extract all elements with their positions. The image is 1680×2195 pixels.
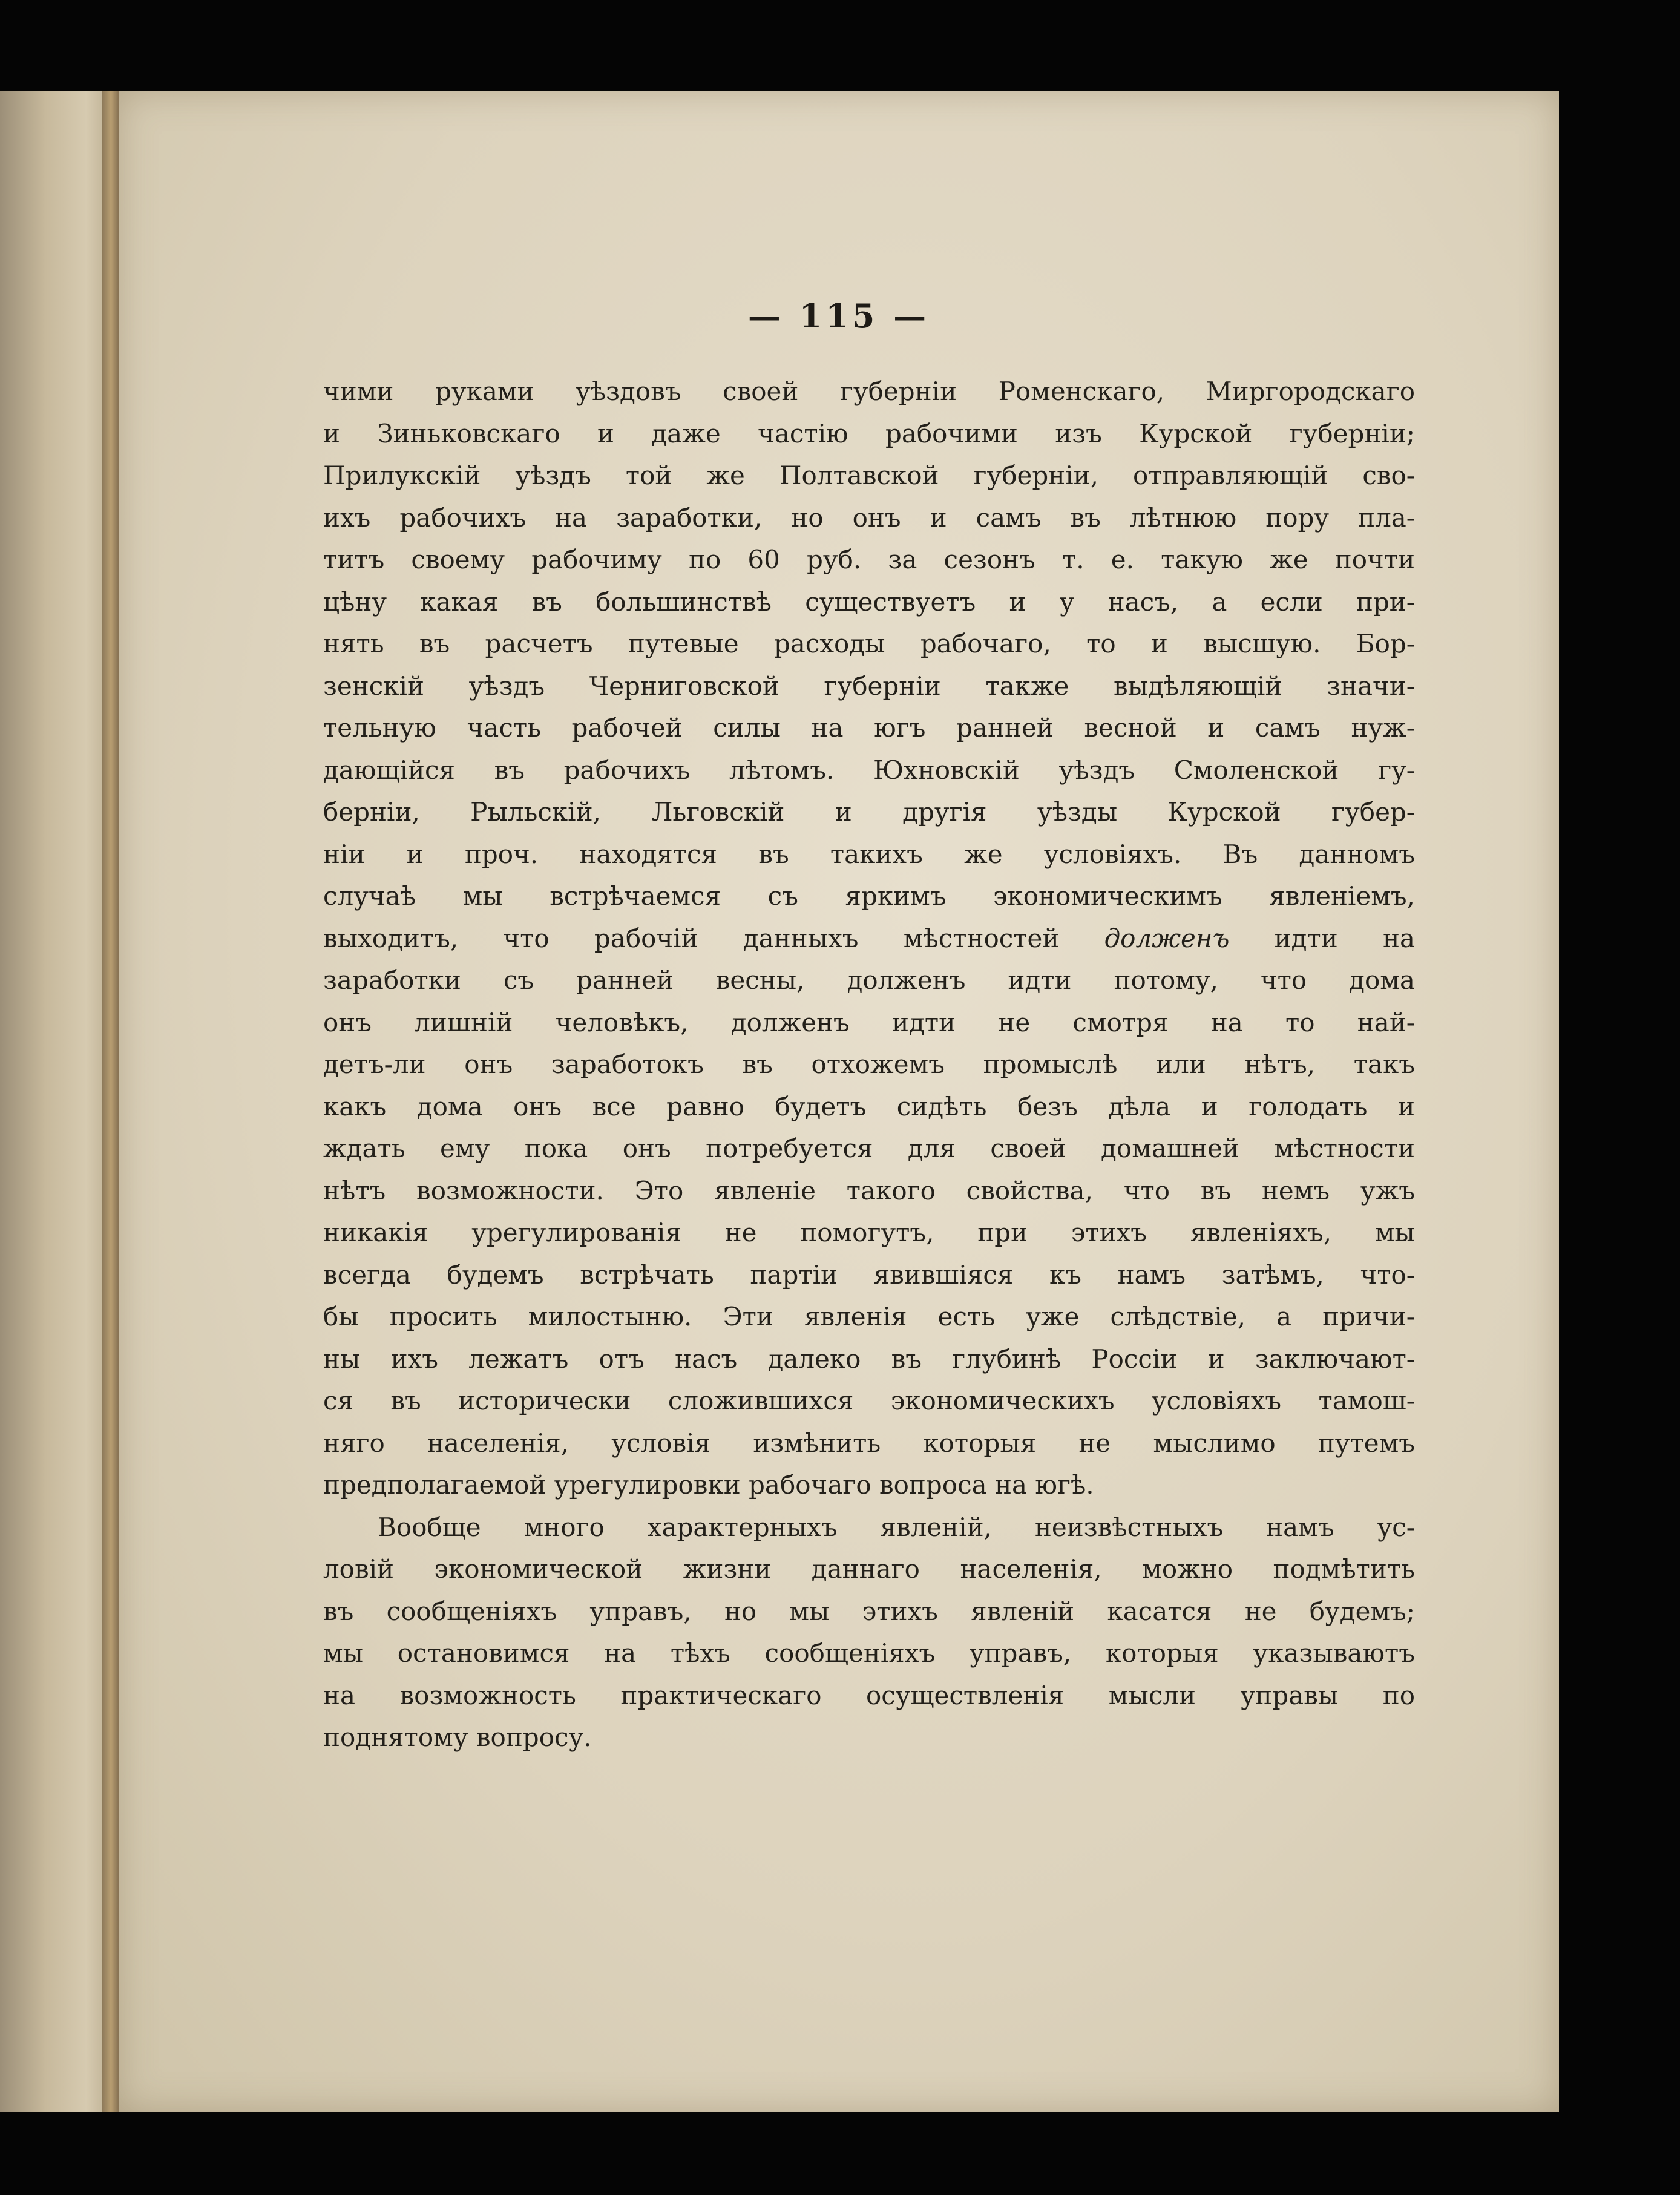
text-line: чими руками уѣздовъ своей губерніи Роменскаго, Миргородскаго bbox=[323, 376, 1415, 406]
text-line: берніи, Рыльскій, Льговскій и другія уѣзды Курской губер- bbox=[323, 797, 1415, 827]
text-line: онъ лишній человѣкъ, долженъ идти не смотря на то най- bbox=[323, 1007, 1415, 1037]
text-line: ловій экономической жизни даннаго населенія, можно подмѣтить bbox=[323, 1554, 1415, 1584]
text-line: мы остановимся на тѣхъ сообщеніяхъ управъ, которыя указываютъ bbox=[323, 1638, 1415, 1668]
text-line: ся въ исторически сложившихся экономическихъ условіяхъ тамош- bbox=[323, 1386, 1415, 1416]
text-line: Прилукскій уѣздъ той же Полтавской губерніи, отправляющій сво- bbox=[323, 461, 1415, 490]
book-page bbox=[119, 91, 1559, 2112]
text-line: предполагаемой урегулировки рабочаго вопроса на югѣ. bbox=[323, 1470, 1094, 1500]
text-line: титъ своему рабочиму по 60 руб. за сезонъ т. е. такую же почти bbox=[323, 545, 1415, 574]
text-line bbox=[323, 917, 1415, 960]
text-line: и Зиньковскаго и даже частію рабочими изъ Курской губерніи; bbox=[323, 418, 1415, 448]
text-line: заработки съ ранней весны, долженъ идти потому, что дома bbox=[323, 965, 1415, 995]
text-line: тельную часть рабочей силы на югъ ранней весной и самъ нуж- bbox=[323, 713, 1415, 743]
emphasized-word: долженъ bbox=[1104, 923, 1230, 953]
text-line: зенскій уѣздъ Черниговской губерніи также выдѣляющій значи- bbox=[323, 671, 1415, 701]
body-text bbox=[323, 370, 1415, 1759]
text-line: ны ихъ лежатъ отъ насъ далеко въ глубинѣ Россіи и заключают- bbox=[323, 1344, 1415, 1374]
text-line: дающійся въ рабочихъ лѣтомъ. Юхновскій уѣздъ Смоленской гу- bbox=[323, 755, 1415, 785]
text-line: нять въ расчетъ путевые расходы рабочаго, то и высшую. Бор- bbox=[323, 629, 1415, 658]
text-line: на возможность практическаго осуществленія мысли управы по bbox=[323, 1680, 1415, 1710]
text-line: случаѣ мы встрѣчаемся съ яркимъ экономическимъ явленіемъ, bbox=[323, 881, 1415, 911]
text-line: никакія урегулированія не помогутъ, при этихъ явленіяхъ, мы bbox=[323, 1218, 1415, 1247]
text-line: поднятому вопросу. bbox=[323, 1722, 592, 1752]
text-line: ніи и проч. находятся въ такихъ же условіяхъ. Въ данномъ bbox=[323, 839, 1415, 869]
page-number: — 115 — bbox=[747, 297, 930, 335]
text-line: какъ дома онъ все равно будетъ сидѣть безъ дѣла и голодать и bbox=[323, 1091, 1415, 1121]
text-line: ихъ рабочихъ на заработки, но онъ и самъ въ лѣтнюю пору пла- bbox=[323, 502, 1415, 533]
text-line: бы просить милостыню. Эти явленія есть уже слѣдствіе, а причи- bbox=[323, 1302, 1415, 1331]
text-line: нѣтъ возможности. Это явленіе такого свойства, что въ немъ ужъ bbox=[323, 1175, 1415, 1206]
text-line: цѣну какая въ большинствѣ существуетъ и у насъ, а если при- bbox=[323, 586, 1415, 617]
text-line: въ сообщеніяхъ управъ, но мы этихъ явленій касатся не будемъ; bbox=[323, 1596, 1415, 1626]
text-line: всегда будемъ встрѣчать партіи явившіяся къ намъ затѣмъ, что- bbox=[323, 1259, 1415, 1290]
text-line: няго населенія, условія измѣнить которыя не мыслимо путемъ bbox=[323, 1428, 1415, 1458]
text-line: детъ-ли онъ заработокъ въ отхожемъ промыслѣ или нѣтъ, такъ bbox=[323, 1049, 1415, 1079]
facing-page-edge bbox=[0, 91, 115, 2112]
text-line: ждать ему пока онъ потребуется для своей домашней мѣстности bbox=[323, 1134, 1415, 1163]
text-line: Вообще много характерныхъ явленій, неизвѣстныхъ намъ ус- bbox=[378, 1512, 1415, 1542]
text-segment: идти на bbox=[1229, 923, 1415, 953]
text-segment: выходитъ, что рабочій данныхъ мѣстностей bbox=[323, 923, 1104, 953]
